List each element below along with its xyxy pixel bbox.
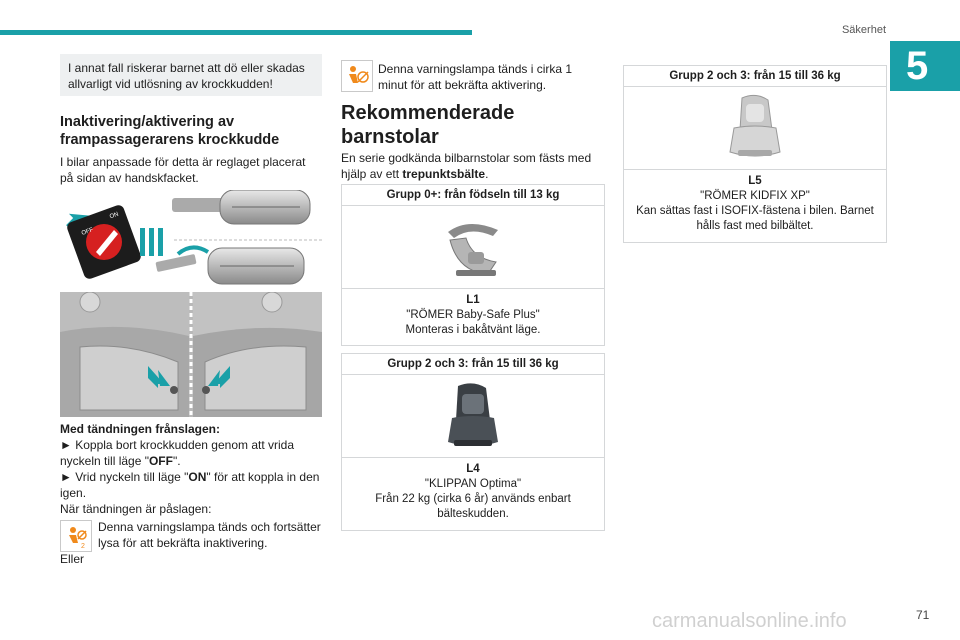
section-title: Säkerhet: [841, 24, 886, 36]
card-group-label: Grupp 2 och 3: från 15 till 36 kg: [342, 354, 604, 375]
child-seat-card-l5: [623, 65, 887, 243]
card-group-label: Grupp 2 och 3: från 15 till 36 kg: [624, 66, 886, 87]
ignition-on-label: När tändningen är påslagen:: [60, 502, 212, 516]
intro-text: En serie godkända bilbarnstolar som fästs med hjälp av ett: [341, 151, 592, 181]
intro-end: .: [485, 167, 489, 181]
svg-text:2: 2: [81, 543, 85, 549]
card-model: "KLIPPAN Optima": [424, 478, 522, 490]
card-note: Kan sättas fast i ISOFIX-fästena i bilen. Barnet hålls fast med bilbältet.: [636, 205, 874, 232]
airbag-key-switch-illustration: [60, 190, 322, 292]
baby-seat-image: [342, 206, 604, 289]
child-seat-card-l1: [341, 184, 605, 346]
card-model: "RÖMER Baby-Safe Plus": [406, 309, 540, 321]
card-note: Monteras i bakåtvänt läge.: [405, 324, 541, 336]
step-enable-key: ON: [188, 470, 207, 484]
lamp-activation-text: Denna varningslampa tänds i cirka 1 minut för att bekräfta aktivering.: [378, 62, 573, 92]
step-enable: [60, 469, 322, 501]
card-code: L5: [748, 175, 762, 187]
airbag-off-warning-lamp-icon: [60, 520, 92, 552]
warning-note: I annat fall riskerar barnet att dö eller skadas allvarligt vid utlösning av krockkudden!: [60, 54, 322, 96]
card-code: L1: [466, 294, 480, 306]
isofix-booster-seat-image: [624, 87, 886, 170]
switch-off-label: OFF: [80, 227, 95, 237]
recommended-seats-heading: Rekommenderade barnstolar: [341, 102, 515, 148]
booster-seat-image: [342, 375, 604, 458]
step-disable-end: ".: [172, 454, 181, 468]
airbag-section-heading: Inaktivering/aktivering av frampassagerarens krockkudde: [60, 114, 280, 148]
glovebox-location-illustration: [60, 292, 322, 417]
switch-on-label: ON: [108, 211, 120, 221]
page-number: 71: [916, 608, 930, 622]
child-seat-card-l4: [341, 353, 605, 531]
ignition-off-label: Med tändningen frånslagen:: [60, 422, 221, 436]
step-disable-key: OFF: [148, 454, 173, 468]
watermark: carmanualsonline.info: [652, 610, 847, 632]
card-note: Från 22 kg (cirka 6 år) används enbart bälteskudden.: [375, 493, 571, 520]
airbag-on-warning-lamp-icon: [341, 60, 373, 92]
recommended-seats-intro: [341, 150, 603, 182]
card-model: "RÖMER KIDFIX XP": [700, 190, 810, 202]
lamp-inactivation-text: Denna varningslampa tänds och fortsätter lysa för att bekräfta inaktivering.: [98, 520, 321, 550]
step-enable-end: " för att koppla in den igen.: [60, 470, 320, 500]
airbag-intro: I bilar anpassade för detta är reglaget placerat på sidan av handskfacket.: [60, 155, 306, 185]
step-disable-text: ► Koppla bort krockkudden genom att vrida nyckeln till läge ": [60, 438, 295, 468]
chapter-number-tab: 5: [890, 41, 960, 91]
step-disable: [60, 437, 322, 469]
or-label: Eller: [60, 552, 85, 566]
step-enable-text: ► Vrid nyckeln till läge ": [60, 470, 189, 484]
card-code: L4: [466, 463, 480, 475]
card-group-label: Grupp 0+: från födseln till 13 kg: [342, 185, 604, 206]
header-accent-bar: [0, 30, 472, 35]
intro-bold: trepunktsbälte: [402, 167, 486, 181]
